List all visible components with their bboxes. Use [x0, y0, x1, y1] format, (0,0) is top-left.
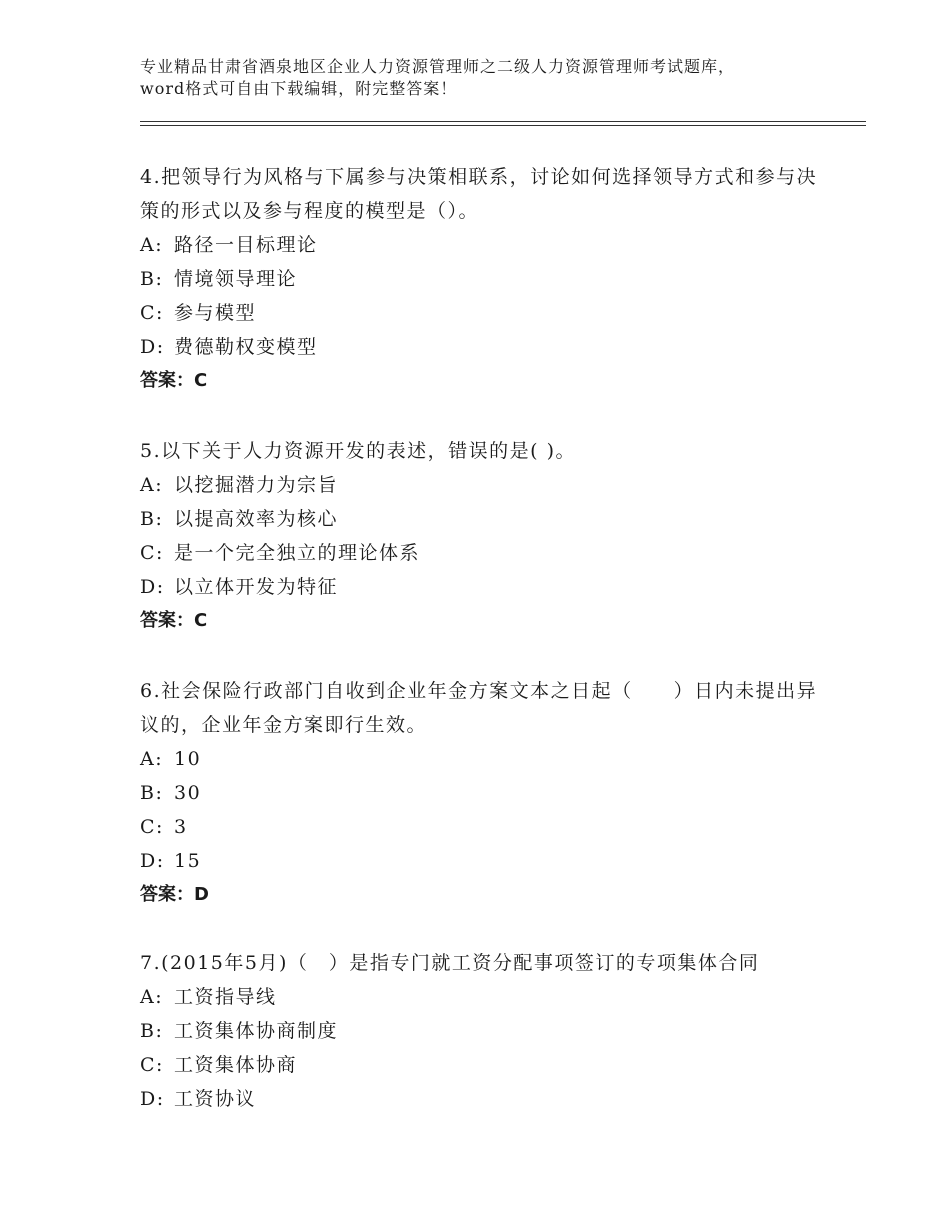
question-7 — [140, 946, 820, 1116]
option-label: D: — [140, 850, 165, 872]
question-6 — [140, 674, 820, 912]
option-label: C: — [140, 302, 164, 324]
question-stem: 6.社会保险行政部门自收到企业年金方案文本之日起（ ）日内未提出异议的，企业年金方案即行生效。 — [140, 680, 818, 736]
option-d — [140, 570, 820, 604]
option-c — [140, 810, 820, 844]
question-5 — [140, 434, 820, 638]
option-b — [140, 1014, 820, 1048]
option-label: B: — [140, 268, 164, 290]
option-text: 工资指导线 — [174, 986, 277, 1008]
option-text: 以立体开发为特征 — [174, 576, 339, 598]
option-text: 15 — [174, 850, 202, 872]
question-stem: 5.以下关于人力资源开发的表述，错误的是( )。 — [140, 440, 576, 462]
option-text: 以挖掘潜力为宗旨 — [174, 474, 339, 496]
option-text: 参与模型 — [174, 302, 257, 324]
option-label: A: — [140, 234, 164, 256]
option-label: D: — [140, 336, 165, 358]
option-text: 工资协议 — [174, 1088, 257, 1110]
option-d — [140, 844, 820, 878]
option-c — [140, 1048, 820, 1082]
option-label: C: — [140, 542, 164, 564]
option-c — [140, 536, 820, 570]
option-a — [140, 980, 820, 1014]
header-divider-top — [140, 121, 866, 122]
document-header: 专业精品甘肃省酒泉地区企业人力资源管理师之二级人力资源管理师考试题库，word格式可自由下载编辑，附完整答案！ — [140, 57, 736, 98]
question-4 — [140, 160, 820, 398]
option-label: B: — [140, 782, 164, 804]
option-label: D: — [140, 1088, 165, 1110]
option-d — [140, 1082, 820, 1116]
option-text: 30 — [174, 782, 202, 804]
question-stem: 7.(2015年5月)（ ）是指专门就工资分配事项签订的专项集体合同 — [140, 952, 760, 974]
option-label: A: — [140, 986, 164, 1008]
answer: 答案：D — [140, 884, 209, 905]
option-text: 以提高效率为核心 — [174, 508, 339, 530]
option-d — [140, 330, 820, 364]
option-text: 路径一目标理论 — [174, 234, 318, 256]
option-label: B: — [140, 508, 164, 530]
option-b — [140, 262, 820, 296]
option-label: A: — [140, 748, 164, 770]
header-divider-bottom — [140, 125, 866, 126]
answer: 答案：C — [140, 610, 208, 631]
option-text: 10 — [174, 748, 202, 770]
option-a — [140, 742, 820, 776]
option-a — [140, 228, 820, 262]
option-c — [140, 296, 820, 330]
option-text: 工资集体协商 — [174, 1054, 298, 1076]
question-stem: 4.把领导行为风格与下属参与决策相联系，讨论如何选择领导方式和参与决策的形式以及参与程度的模型是（）。 — [140, 166, 818, 222]
option-text: 情境领导理论 — [174, 268, 298, 290]
option-b — [140, 776, 820, 810]
option-label: D: — [140, 576, 165, 598]
option-text: 工资集体协商制度 — [174, 1020, 339, 1042]
answer: 答案：C — [140, 370, 208, 391]
option-label: B: — [140, 1020, 164, 1042]
option-label: C: — [140, 816, 164, 838]
option-text: 3 — [174, 816, 188, 838]
option-label: C: — [140, 1054, 164, 1076]
option-text: 是一个完全独立的理论体系 — [174, 542, 421, 564]
option-label: A: — [140, 474, 164, 496]
option-text: 费德勒权变模型 — [174, 336, 318, 358]
option-a — [140, 468, 820, 502]
option-b — [140, 502, 820, 536]
